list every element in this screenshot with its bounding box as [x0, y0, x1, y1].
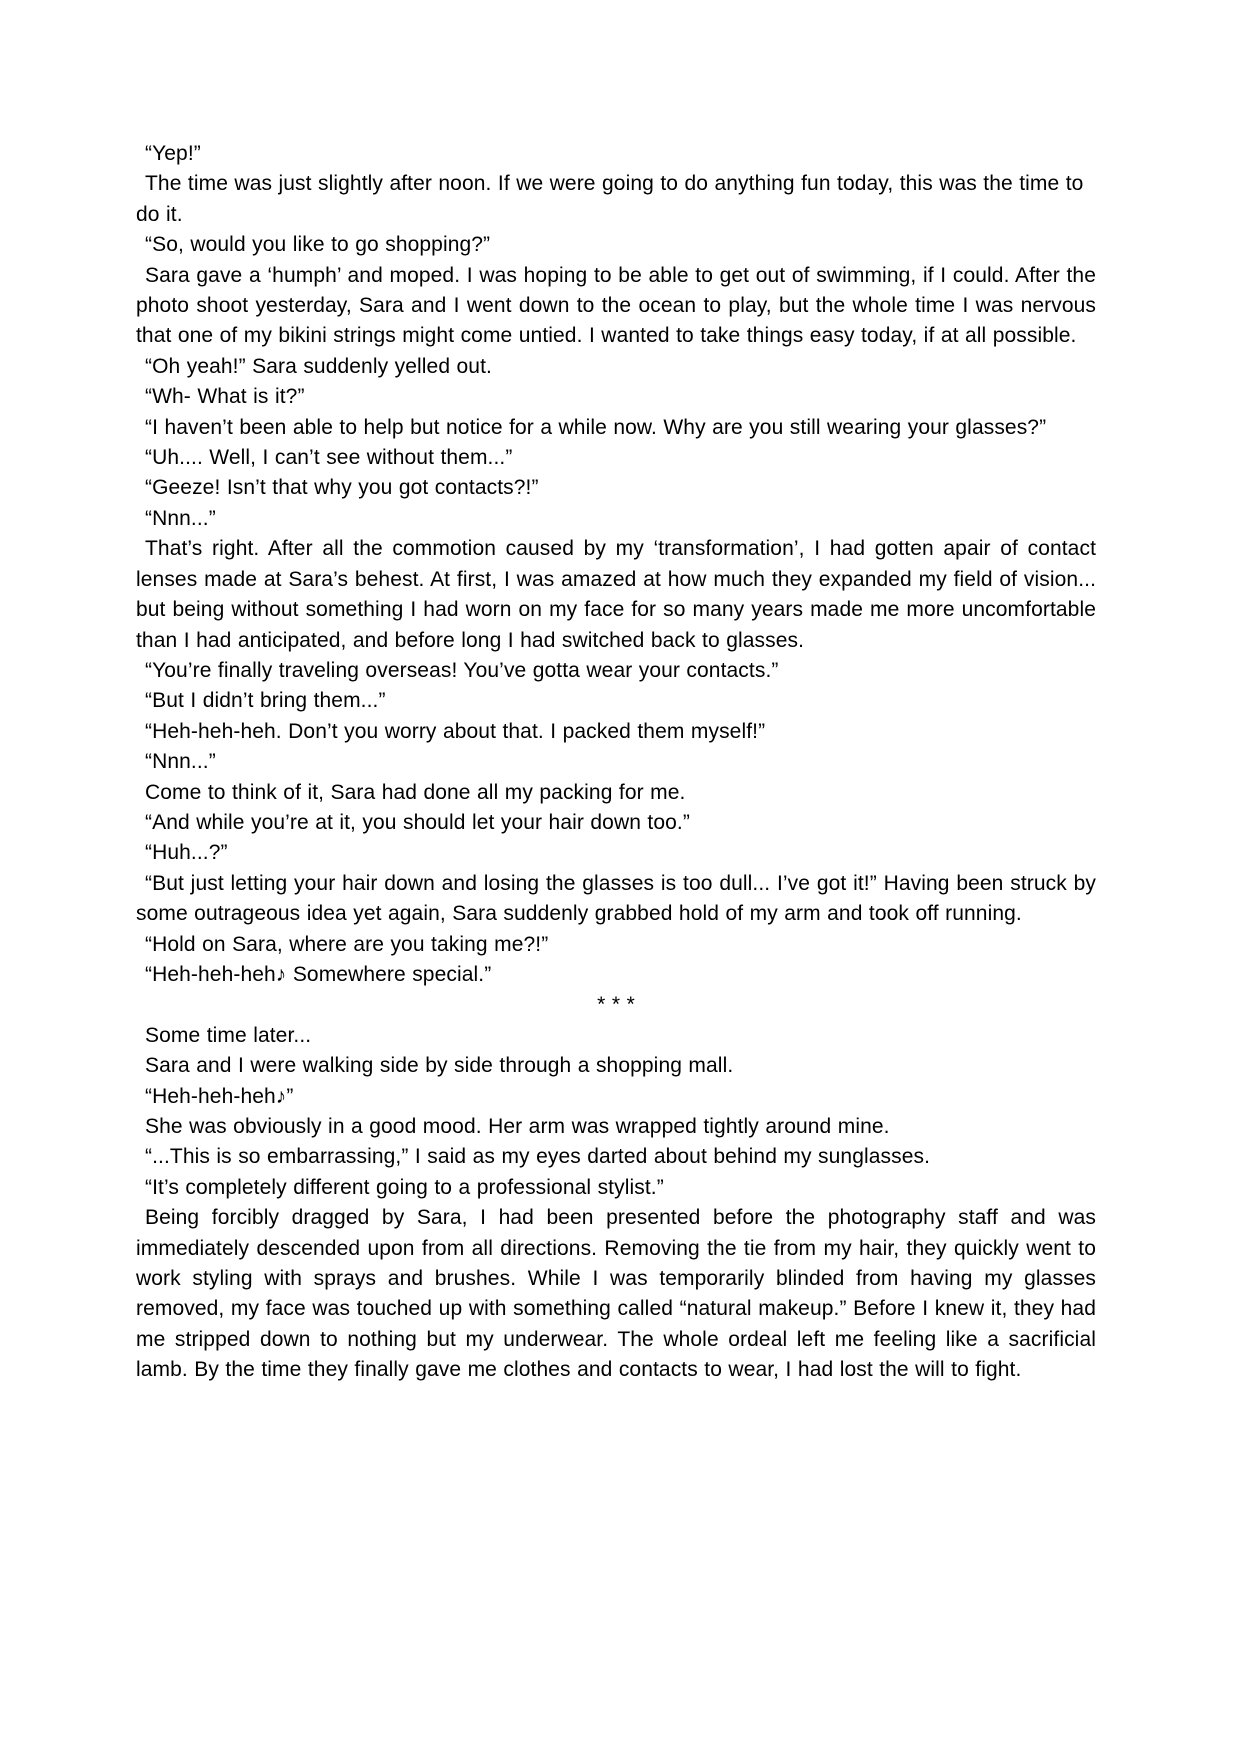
dialogue-line: “Heh-heh-heh. Don’t you worry about that. I packed them myself!” [145, 719, 766, 743]
dialogue-line: “But I didn’t bring them...” [145, 689, 386, 713]
narration-paragraph: She was obviously in a good mood. Her arm was wrapped tightly around mine. [145, 1115, 890, 1138]
dialogue-line: “Oh yeah!” Sara suddenly yelled out. [145, 354, 492, 378]
dialogue-line: “Yep!” [145, 142, 201, 165]
narration-paragraph: “But just letting your hair down and losing the glasses is too dull... I’ve got it!” Having been struck by some outrageous idea yet again, Sara suddenly grabbed hold of my arm and took off running. [136, 871, 1096, 926]
narration-paragraph: That’s right. After all the commotion caused by my ‘transformation’, I had gotten apair of contact lenses made at Sara’s behest. At first, I was amazed at how much they expanded my field of vision... but being without something I had worn on my face for so many years made me more uncomfortable than I had anticipated, and before long I had switched back to glasses. [136, 537, 1096, 652]
narration-paragraph: The time was just slightly after noon. If we were going to do anything fun today, this was the time to do it. [136, 172, 1084, 226]
dialogue-line: “Hold on Sara, where are you taking me?!” [145, 932, 549, 956]
narration-paragraph: Sara gave a ‘humph’ and moped. I was hoping to be able to get out of swimming, if I could. After the photo shoot yesterday, Sara and I went down to the ocean to play, but the whole time I was nervous that one of my bikini strings might come untied. I wanted to take things easy today, if at all possible. [136, 263, 1096, 348]
narration-paragraph: Sara and I were walking side by side through a shopping mall. [145, 1054, 734, 1078]
narration-paragraph: Some time later... [145, 1023, 312, 1047]
narration-paragraph: Being forcibly dragged by Sara, I had been presented before the photography staff and was immediately descended upon from all directions. Removing the tie from my hair, they quickly went to work styling with sprays and brushes. While I was temporarily blinded from having my glasses removed, my face was touched up with something called “natural makeup.” Before I knew it, they had me stripped down to nothing but my underwear. The whole ordeal left me feeling like a sacrificial lamb. By the time they finally gave me clothes and contacts to wear, I had lost the will to fight. [136, 1206, 1096, 1382]
dialogue-line: “Uh.... Well, I can’t see without them...” [145, 446, 513, 470]
dialogue-line: “Nnn...” [145, 750, 216, 774]
dialogue-line: “Geeze! Isn’t that why you got contacts?!” [145, 476, 539, 500]
dialogue-line: “And while you’re at it, you should let your hair down too.” [145, 810, 690, 834]
dialogue-line: “I haven’t been able to help but notice for a while now. Why are you still wearing your glasses?” [145, 415, 1047, 439]
dialogue-line: “You’re finally traveling overseas! You’ve gotta wear your contacts.” [145, 658, 779, 682]
narration-paragraph: Come to think of it, Sara had done all my packing for me. [145, 780, 686, 804]
scene-separator: * * * [597, 993, 635, 1017]
text-column [136, 139, 1096, 1386]
dialogue-line: “Huh...?” [145, 841, 228, 865]
dialogue-line: “Nnn...” [145, 506, 216, 530]
dialogue-line: “Wh- What is it?” [145, 385, 305, 409]
dialogue-line: “Heh-heh-heh♪ Somewhere special.” [145, 962, 492, 986]
dialogue-line: “Heh-heh-heh♪” [145, 1084, 294, 1108]
dialogue-line: “It’s completely different going to a professional stylist.” [145, 1175, 664, 1199]
dialogue-line: “...This is so embarrassing,” I said as my eyes darted about behind my sunglasses. [145, 1145, 931, 1169]
dialogue-line: “So, would you like to go shopping?” [145, 233, 491, 257]
